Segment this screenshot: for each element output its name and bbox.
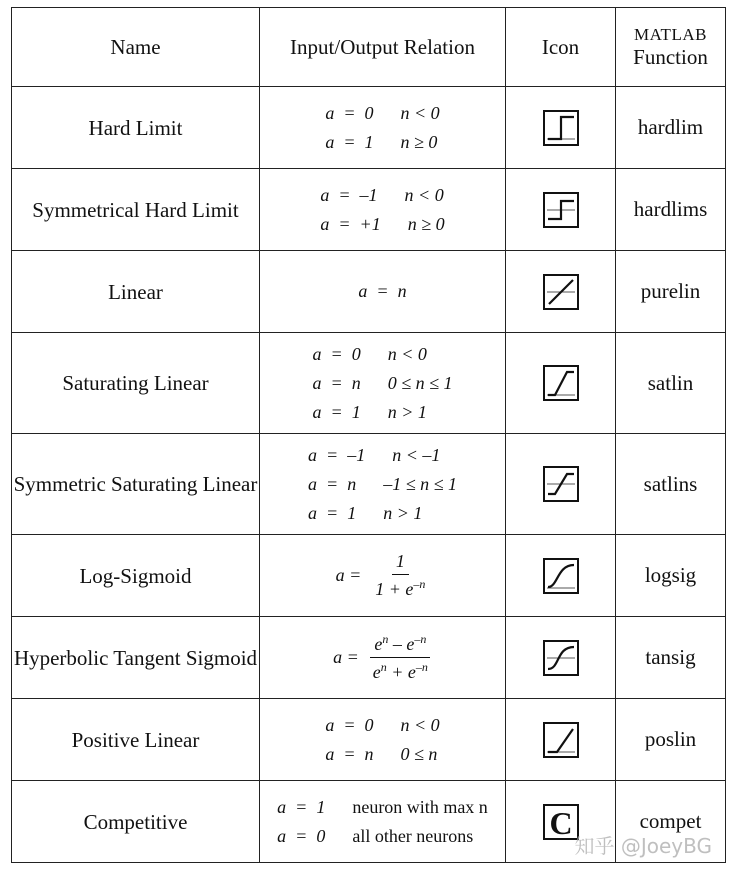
relation-condition: 0 ≤ n — [400, 743, 438, 764]
io-relation — [260, 699, 506, 781]
relation-condition: n ≥ 0 — [407, 213, 445, 234]
watermark: 知乎 @JoeyBG — [574, 834, 712, 858]
hard-limit-icon — [543, 110, 579, 146]
relation-lines — [358, 277, 406, 306]
relation-value: n — [397, 281, 407, 301]
relation-value: 1 — [351, 401, 361, 422]
matlab-function: hardlims — [616, 169, 726, 251]
relation-value: +1 — [359, 213, 381, 234]
relation-line: a = 0 n < 0 — [325, 102, 440, 123]
relation-value: n — [351, 372, 361, 393]
relation-lhs: a — [325, 102, 335, 123]
function-name: Competitive — [12, 781, 260, 863]
relation-lhs: a — [325, 131, 335, 152]
denominator-exponent-2: –n — [415, 660, 428, 674]
function-name: Hard Limit — [12, 87, 260, 169]
matlab-function: tansig — [616, 617, 726, 699]
relation-condition: 0 ≤ n ≤ 1 — [387, 372, 453, 393]
fraction-numerator — [392, 551, 409, 575]
relation-lines — [277, 793, 488, 851]
io-relation — [260, 781, 506, 863]
io-relation — [260, 169, 506, 251]
matlab-function: compet — [616, 781, 726, 863]
relation-condition: n < 0 — [404, 184, 444, 205]
relation-value: –1 — [359, 184, 378, 205]
io-relation — [260, 87, 506, 169]
relation-line: a = n –1 ≤ n ≤ 1 — [308, 473, 457, 494]
denominator-base-1: e — [372, 662, 381, 682]
relation-lhs: a — [320, 213, 330, 234]
table-row — [12, 699, 726, 781]
fraction-lhs: a = — [333, 647, 359, 667]
icon-cell — [506, 434, 616, 535]
fraction-lhs: a = — [335, 565, 362, 585]
table-row — [12, 333, 726, 434]
relation-value: 1 — [347, 502, 357, 523]
fraction-denominator — [371, 575, 429, 600]
table-row — [12, 251, 726, 333]
relation-condition: n < 0 — [387, 343, 427, 364]
relation-lhs: a — [308, 502, 318, 523]
relation-condition: n < –1 — [392, 444, 441, 465]
header-function-line1: MATLAB — [634, 24, 707, 44]
relation-lhs: a — [325, 743, 335, 764]
function-name: Symmetrical Hard Limit — [12, 169, 260, 251]
relation-line: a = –1 n < –1 — [308, 444, 441, 465]
table-row — [12, 535, 726, 617]
numerator-exponent-2: –n — [414, 632, 427, 646]
denominator-exponent: –n — [413, 577, 426, 591]
io-relation — [260, 251, 506, 333]
relation-lines — [325, 99, 439, 157]
relation-value: 0 — [351, 343, 361, 364]
symmetric-saturating-linear-icon — [543, 466, 579, 502]
relation-lhs: a — [308, 444, 318, 465]
relation-value: 1 — [364, 131, 374, 152]
relation-condition: n ≥ 0 — [400, 131, 438, 152]
header-relation: Input/Output Relation — [260, 8, 506, 87]
relation-line: a = n 0 ≤ n — [325, 743, 438, 764]
relation-line: a = –1 n < 0 — [320, 184, 444, 205]
relation-line: a = 1 n > 1 — [312, 401, 427, 422]
icon-cell — [506, 333, 616, 434]
header-function — [616, 8, 726, 87]
matlab-function: satlins — [616, 434, 726, 535]
function-name: Hyperbolic Tangent Sigmoid — [12, 617, 260, 699]
relation-value: 1 — [316, 796, 326, 817]
matlab-function: hardlim — [616, 87, 726, 169]
relation-line: a = 1 neuron with max n — [277, 796, 488, 817]
icon-cell — [506, 699, 616, 781]
icon-cell — [506, 535, 616, 617]
relation-condition: n < 0 — [400, 102, 440, 123]
relation-value: n — [347, 473, 357, 494]
relation-lhs: a — [358, 281, 368, 301]
icon-cell — [506, 251, 616, 333]
relation-lhs: a — [308, 473, 318, 494]
relation-condition: n > 1 — [383, 502, 423, 523]
fraction-numerator — [370, 632, 430, 658]
competitive-icon-letter: C — [548, 804, 573, 840]
relation-lhs: a — [277, 796, 287, 817]
table-row — [12, 87, 726, 169]
io-relation — [260, 617, 506, 699]
relation-condition: n < 0 — [400, 714, 440, 735]
relation-lines — [313, 340, 453, 427]
denominator-exponent-1: n — [380, 660, 387, 674]
numerator-exponent-1: n — [382, 632, 389, 646]
tanh-sigmoid-icon — [543, 640, 579, 676]
function-name: Linear — [12, 251, 260, 333]
header-row — [12, 8, 726, 87]
relation-condition: all other neurons — [352, 825, 474, 846]
matlab-function: logsig — [616, 535, 726, 617]
relation-line: a = 0 all other neurons — [277, 825, 474, 846]
log-sigmoid-icon — [543, 558, 579, 594]
relation-line: a = 0 n < 0 — [312, 343, 427, 364]
relation-value: 0 — [364, 102, 374, 123]
table-row — [12, 434, 726, 535]
function-name: Log-Sigmoid — [12, 535, 260, 617]
table-row — [12, 169, 726, 251]
transfer-function-table — [11, 7, 726, 863]
linear-icon — [543, 274, 579, 310]
relation-line: a = 0 n < 0 — [325, 714, 440, 735]
relation-lhs: a — [312, 372, 322, 393]
relation-lhs: a — [325, 714, 335, 735]
positive-linear-icon — [543, 722, 579, 758]
function-name: Symmetric Saturating Linear — [12, 434, 260, 535]
function-name: Positive Linear — [12, 699, 260, 781]
io-relation — [260, 535, 506, 617]
relation-line: a = n 0 ≤ n ≤ 1 — [312, 372, 453, 393]
relation-line: a = +1 n ≥ 0 — [320, 213, 445, 234]
table-row — [12, 617, 726, 699]
relation-value: n — [364, 743, 374, 764]
numerator-base-1: e — [374, 634, 383, 654]
io-relation — [260, 434, 506, 535]
relation-condition: n > 1 — [387, 401, 427, 422]
relation-value: 0 — [316, 825, 326, 846]
relation-lines — [308, 441, 457, 528]
icon-cell — [506, 617, 616, 699]
matlab-function: poslin — [616, 699, 726, 781]
relation-line: a = 1 n ≥ 0 — [325, 131, 438, 152]
symmetrical-hard-limit-icon — [543, 192, 579, 228]
denominator-mid: + e — [386, 662, 416, 682]
relation-line: a = 1 n > 1 — [308, 502, 423, 523]
fraction — [371, 551, 429, 600]
relation-value: 0 — [364, 714, 374, 735]
relation-condition: neuron with max n — [352, 796, 488, 817]
relation-lines — [325, 711, 439, 769]
matlab-function: satlin — [616, 333, 726, 434]
relation-lines — [320, 181, 444, 239]
denominator-base: 1 + e — [375, 579, 414, 599]
numerator-mid: – e — [388, 634, 415, 654]
icon-cell — [506, 169, 616, 251]
relation-lhs: a — [320, 184, 330, 205]
icon-cell — [506, 87, 616, 169]
numerator-text: 1 — [395, 551, 405, 571]
matlab-function: purelin — [616, 251, 726, 333]
saturating-linear-icon — [543, 365, 579, 401]
function-name: Saturating Linear — [12, 333, 260, 434]
header-icon: Icon — [506, 8, 616, 87]
relation-value: –1 — [347, 444, 366, 465]
relation-line: a = n — [358, 281, 407, 301]
relation-lhs: a — [312, 401, 322, 422]
relation-condition: –1 ≤ n ≤ 1 — [383, 473, 457, 494]
header-function-line2: Function — [633, 44, 708, 69]
fraction — [369, 632, 432, 683]
relation-lhs: a — [277, 825, 287, 846]
relation-lhs: a — [312, 343, 322, 364]
header-name: Name — [12, 8, 260, 87]
io-relation — [260, 333, 506, 434]
competitive-icon — [543, 804, 579, 840]
fraction-denominator — [369, 658, 432, 683]
